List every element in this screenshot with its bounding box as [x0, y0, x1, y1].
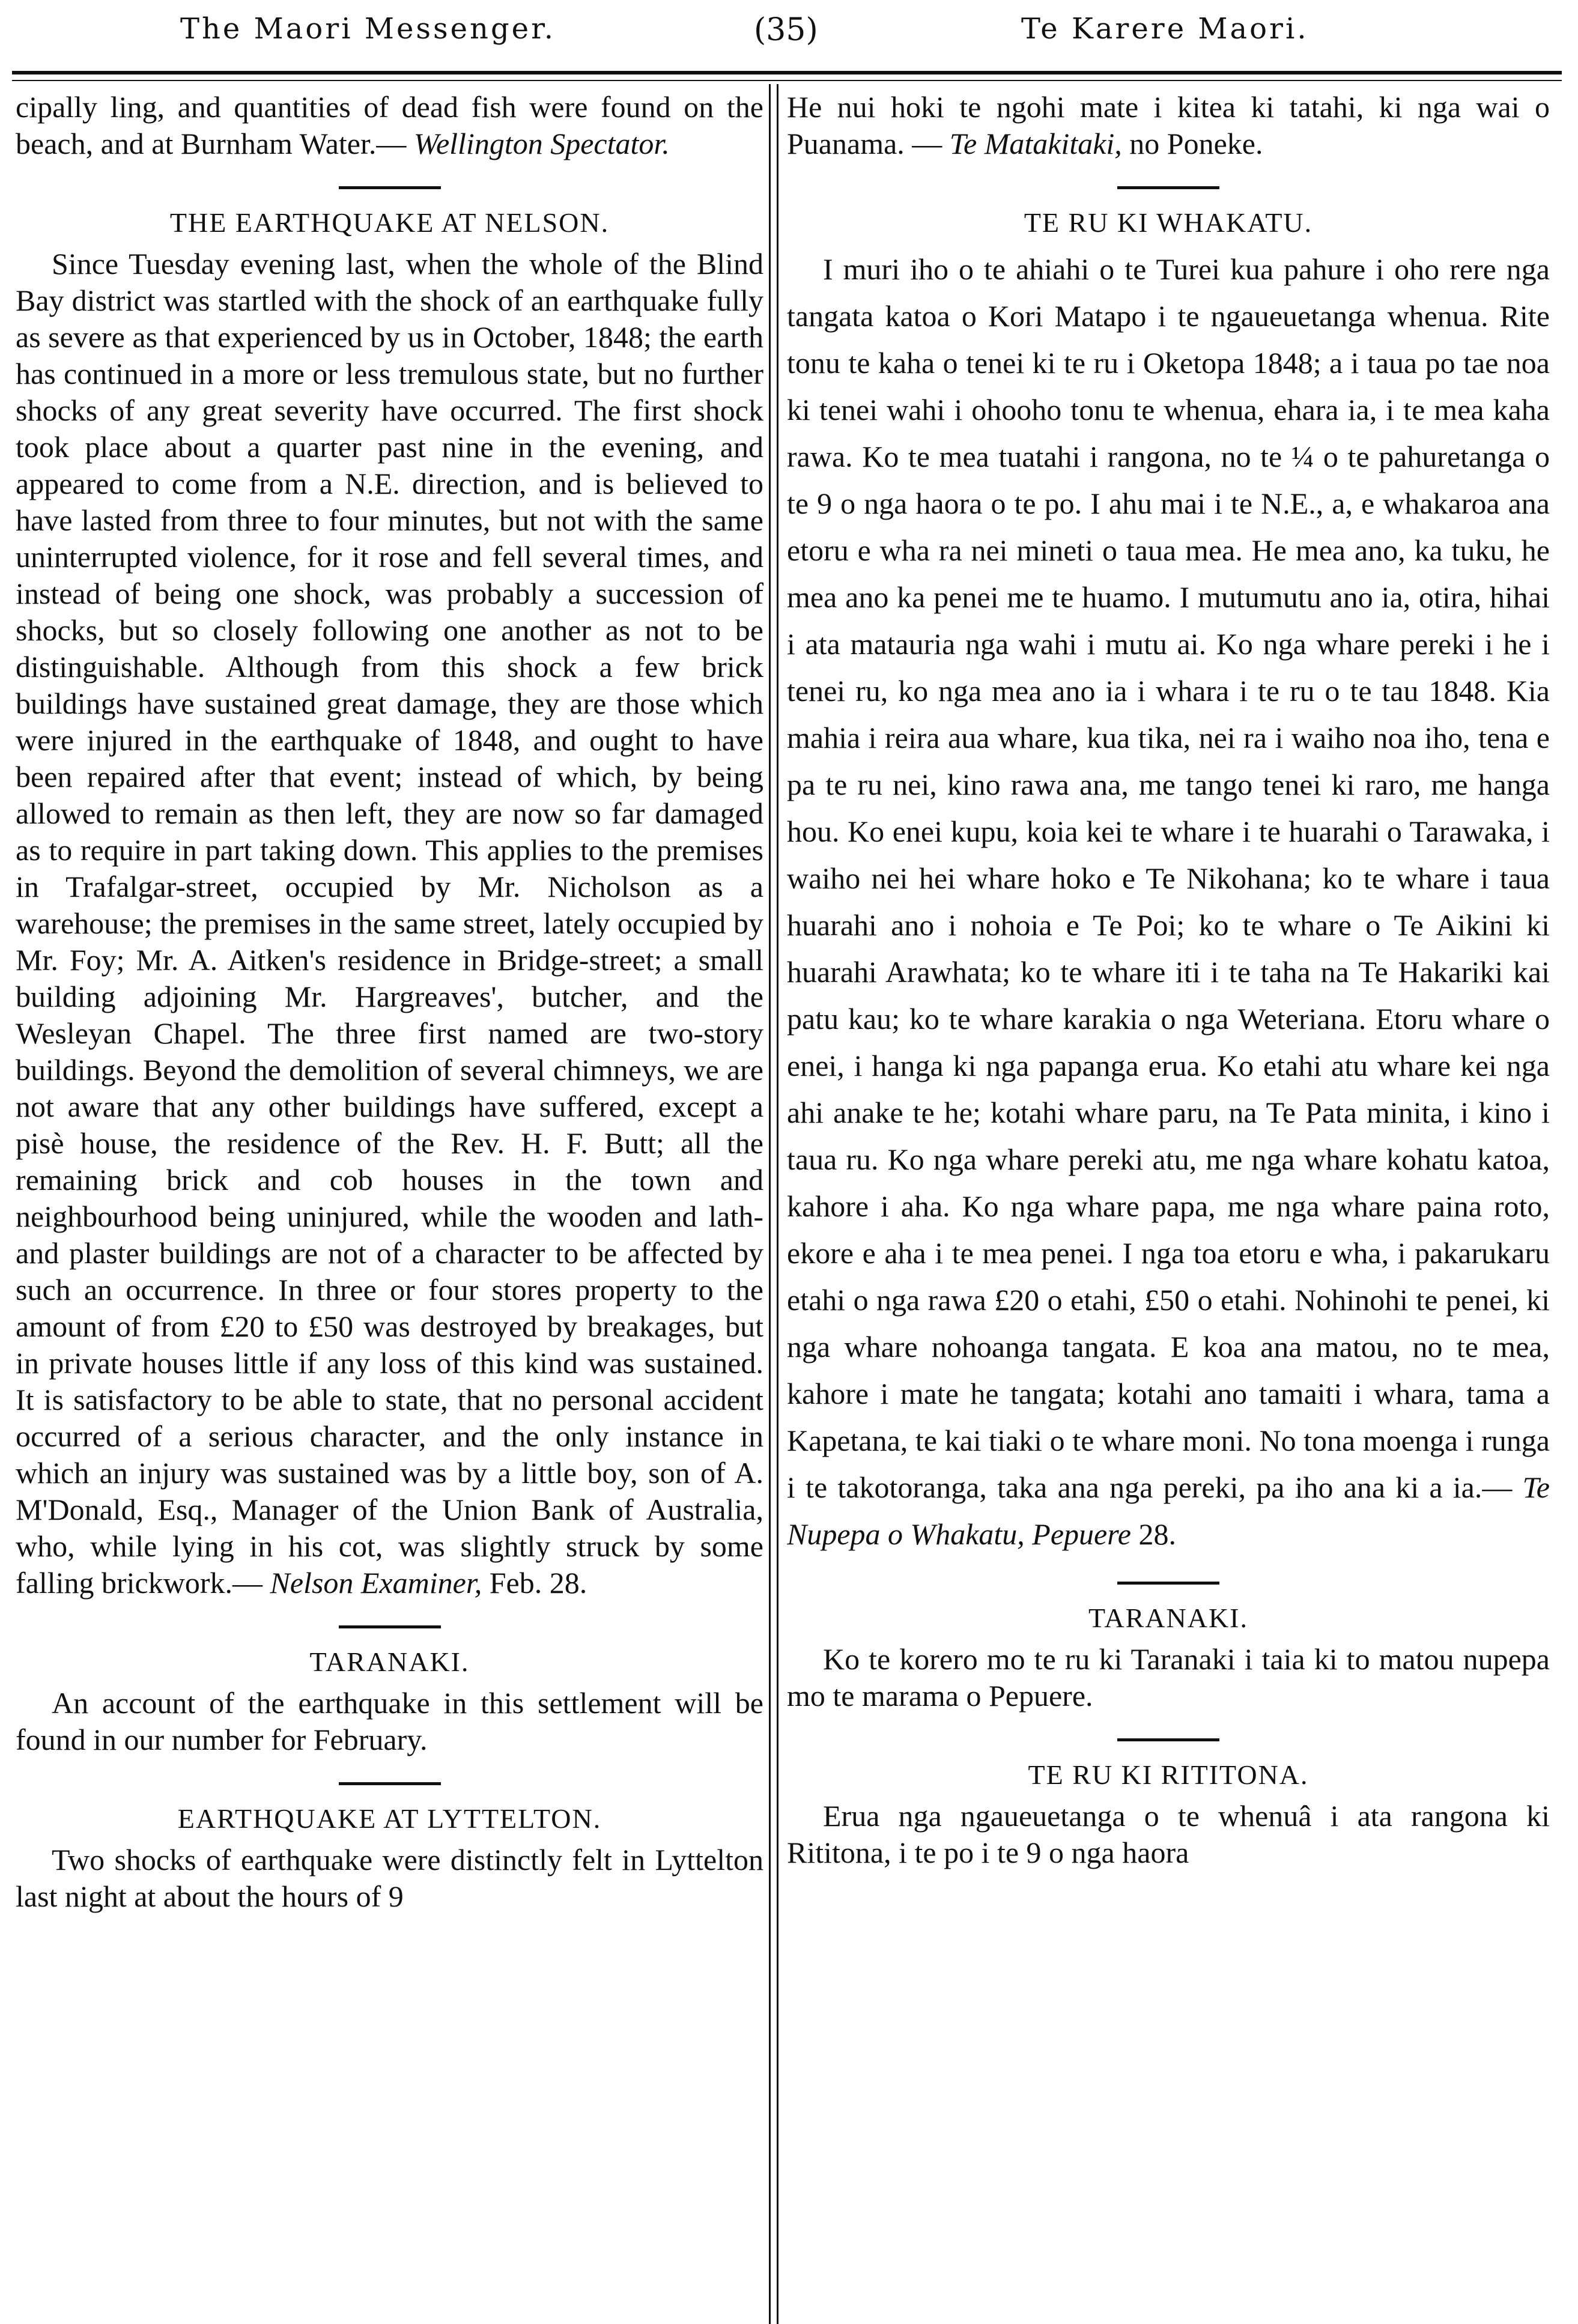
intro-paragraph [787, 89, 1550, 162]
taranaki-body: Ko te korero mo te ru ki Taranaki i taia ki to matou nupepa mo te marama o Pepuere. [787, 1642, 1550, 1713]
rititona-heading: TE RU KI RITITONA. [1028, 1759, 1309, 1790]
intro-text: cipally ling, and quantities of dead fish were found on the beach, and at Burnham Water.— [16, 90, 763, 160]
section-rule [1117, 1582, 1219, 1585]
intro-paragraph [16, 89, 763, 162]
nelson-date: Feb. 28. [482, 1566, 587, 1600]
english-masthead: The Maori Messenger. [180, 12, 556, 46]
section-rule [1117, 1738, 1219, 1741]
taranaki-heading: TARANAKI. [1088, 1603, 1248, 1633]
nelson-body: Since Tuesday evening last, when the whole of the Blind Bay district was startled with the shock of an earthquake fully as severe as that experienced by us in October, 1848; the earth has continued in a more or less tremulous state, but no further shocks of any great severity have occurred. The first shock took place about a quarter past nine in the evening, and appeared to come from a N.E. direction, and is believed to have lasted from three to four minutes, but not with the same uninterrupted violence, for it rose and fell several times, and instead of being one shock, was probably a succession of shocks, but so closely following one another as not to be distinguishable. Although from this shock a few brick buildings have sustained great damage, they are those which were injured in the earthquake of 1848, and ought to have been repaired after that event; instead of which, by being allowed to remain as then left, they are now so far damaged as to require in part taking down. This applies to the premises in Trafalgar-street, occupied by Mr. Nicholson as a warehouse; the premises in the same street, lately occupied by Mr. Foy; Mr. A. Aitken's residence in Bridge-street; a small building adjoining Mr. Hargreaves', butcher, and the Wesleyan Chapel. The three first named are two-story buildings. Beyond the demolition of several chimneys, we are not aware that any other buildings have suffered, except a pisè house, the residence of the Rev. H. F. Butt; all the remaining brick and cob houses in the town and neighbourhood being uninjured, while the wooden and lath-and plaster buildings are not of a character to be affected by such an occurrence. In three or four stores property to the amount of from £20 to £50 was destroyed by breakages, but in private houses little if any loss of this kind was sustained. It is satisfactory to be able to state, that no personal accident occurred of a serious character, and the only instance in which an injury was sustained was by a little boy, son of A. M'Donald, Esq., Manager of the Union Bank of Australia, who, while lying in his cot, was slightly struck by some falling brickwork.— [16, 247, 763, 1600]
whakatu-heading: TE RU KI WHAKATU. [1024, 207, 1313, 238]
column-divider-left [769, 84, 771, 2324]
whakatu-source: Te Nupepa o Whakatu, Pepuere [787, 1470, 1550, 1551]
section-rule [339, 186, 441, 189]
section-rule [1117, 186, 1219, 189]
nelson-heading: THE EARTHQUAKE AT NELSON. [169, 207, 610, 238]
page-header [0, 0, 1578, 72]
intro-source: Wellington Spectator. [413, 127, 670, 160]
taranaki-body: An account of the earthquake in this settlement will be found in our number for February. [16, 1686, 763, 1756]
nelson-article [16, 246, 763, 1601]
section-rule [339, 1782, 441, 1785]
nelson-source: Nelson Examiner, [270, 1566, 482, 1600]
intro-text: He nui hoki te ngohi mate i kitea ki tatahi, ki nga wai o Puanama. — [787, 90, 1550, 160]
section-rule [339, 1625, 441, 1628]
whakatu-date: 28. [1131, 1517, 1176, 1551]
intro-tail: no Poneke. [1121, 127, 1263, 160]
header-rule-thick [12, 71, 1562, 74]
whakatu-article [787, 246, 1550, 1558]
english-column [16, 89, 763, 2320]
header-rule-thin [12, 80, 1562, 81]
rititona-body: Erua nga ngaueuetanga o te whenuâ i ata rangona ki Rititona, i te po i te 9 o nga haora [787, 1799, 1550, 1869]
column-divider-right [777, 84, 778, 2324]
page-number: (35) [754, 12, 818, 48]
lyttelton-body: Two shocks of earthquake were distinctly felt in Lyttelton last night at about the hours of 9 [16, 1843, 763, 1913]
maori-column [787, 89, 1550, 2320]
lyttelton-heading: EARTHQUAKE AT LYTTELTON. [177, 1803, 602, 1834]
taranaki-heading: TARANAKI. [309, 1646, 470, 1677]
maori-masthead: Te Karere Maori. [1021, 12, 1309, 46]
whakatu-body: I muri iho o te ahiahi o te Turei kua pahure i oho rere nga tangata katoa o Kori Matapo i te ngaueuetanga whenua. Rite tonu te kaha o tenei ki te ru i Oketopa 1848; a i taua po tae noa ki tenei wahi i ohooho tonu te whenua, ehara ia, i te mea kaha rawa. Ko te mea tuatahi i rangona, no te ¼ o te pahuretanga o te 9 o nga haora o te po. I ahu mai i te N.E., a, e whakaroa ana etoru e wha ra nei mineti o taua mea. He mea ano, ka tuku, he mea ano ka penei me te huamo. I mutumutu ano ia, otira, hihai i ata matauria nga wahi i mutu ai. Ko nga whare pereki i he i tenei ru, ko nga mea ano ia i whara i te ru o te tau 1848. Kia mahia i reira aua whare, kua tika, nei ra i waiho noa iho, tena e pa te ru nei, kino rawa ana, me tango tenei ki raro, me hanga hou. Ko enei kupu, koia kei te whare i te huarahi o Tarawaka, i waiho nei hei whare hoko e Te Nikohana; ko te whare i taua huarahi ano i nohoia e Te Poi; ko te whare o Te Aikini ki huarahi Arawhata; ko te whare iti i te taha na Te Hakariki kai patu kau; ko te whare karakia o nga Weteriana. Etoru whare o enei, i hanga ki nga papanga erua. Ko etahi atu whare kei nga ahi anake te he; kotahi whare paru, na Te Pata minita, i kino i taua ru. Ko nga whare pereki atu, me nga whare kohatu katoa, kahore i aha. Ko nga whare papa, me nga whare paina roto, ekore e aha i te mea penei. I nga toa etoru e wha, i pakarukaru etahi o nga rawa £20 o etahi, £50 o etahi. Nohinohi te penei, ki nga whare nohoanga tangata. E koa ana matou, no te mea, kahore i mate he tangata; kotahi ano tamaiti i whara, tama a Kapetana, te kai tiaki o te whare moni. No tona moenga i runga i te takotoranga, taka ana nga pereki, pa iho ana ki a ia.— [787, 252, 1550, 1504]
intro-source: Te Matakitaki, [949, 127, 1122, 160]
